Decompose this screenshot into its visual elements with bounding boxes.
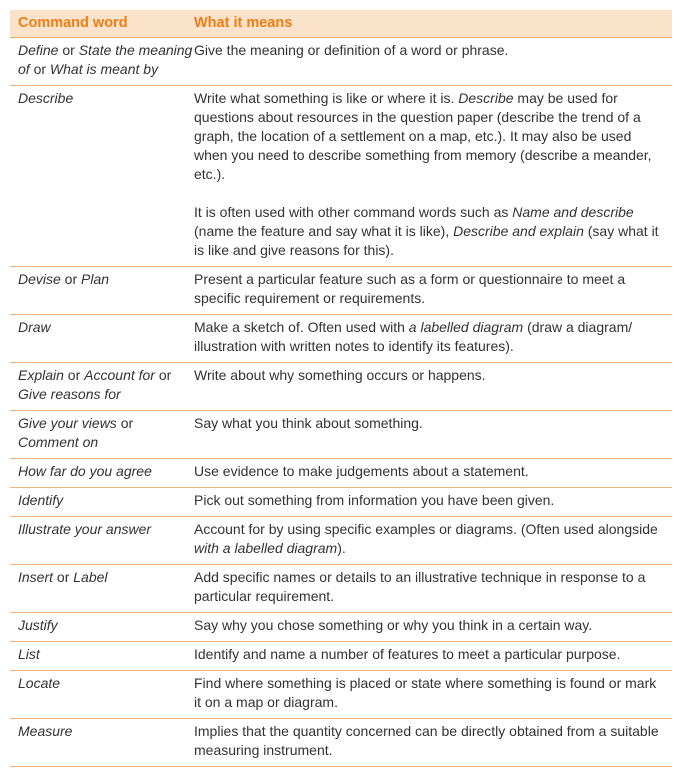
italic-text: with a labelled diagram: [194, 540, 338, 556]
meaning-cell: [194, 363, 672, 410]
italic-text: Name and describe: [512, 204, 634, 220]
table-row: [10, 517, 672, 565]
table-row: [10, 38, 672, 86]
text-segment: (name the feature and say what it is like),: [194, 223, 454, 239]
meaning-paragraph: [194, 203, 666, 260]
meaning-paragraph: [194, 674, 666, 712]
text-segment: or: [154, 367, 172, 383]
header-command-word: Command word: [18, 15, 128, 31]
italic-text: Identify: [18, 492, 64, 508]
italic-text: Comment on: [18, 434, 99, 450]
table-row: [10, 411, 672, 459]
italic-text: Describe: [458, 90, 514, 106]
italic-text: Draw: [18, 319, 51, 335]
italic-text: a labelled diagram: [408, 319, 524, 335]
text-segment: or: [60, 271, 82, 287]
table-header: [10, 10, 672, 38]
italic-text: Describe: [18, 90, 74, 106]
command-word-cell: [10, 363, 194, 410]
table-row: [10, 671, 672, 719]
table-row: [10, 459, 672, 488]
command-word-cell: [10, 488, 194, 516]
table-row: [10, 613, 672, 642]
text-segment: Present a particular feature such as a form or questionnaire to meet a specific requirement or requirements.: [194, 271, 626, 306]
meaning-cell: [194, 517, 672, 564]
meaning-cell: [194, 459, 672, 487]
meaning-paragraph: [194, 366, 666, 385]
text-segment: It is often used with other command words such as: [194, 204, 513, 220]
meaning-cell: [194, 38, 672, 85]
meaning-paragraph: [194, 41, 666, 60]
table-row: [10, 719, 672, 767]
italic-text: Devise: [18, 271, 61, 287]
text-segment: Account for by using specific examples or diagrams. (Often used alongside: [194, 521, 658, 537]
text-segment: or: [116, 415, 134, 431]
text-segment: Pick out something from information you have been given.: [194, 492, 555, 508]
meaning-paragraph: [194, 414, 666, 433]
text-segment: Implies that the quantity concerned can be directly obtained from a suitable measuring instrument.: [194, 723, 659, 758]
text-segment: Find where something is placed or state where something is found or mark it on a map or diagram.: [194, 675, 657, 710]
header-what-it-means: What it means: [194, 15, 293, 31]
meaning-paragraph: [194, 462, 666, 481]
italic-text: List: [18, 646, 40, 662]
italic-text: What is meant by: [49, 61, 159, 77]
table-row: [10, 315, 672, 363]
command-word-cell: [10, 671, 194, 718]
table-row: [10, 565, 672, 613]
meaning-cell: [194, 411, 672, 458]
command-word-cell: [10, 315, 194, 362]
text-segment: or: [29, 61, 50, 77]
text-segment: (draw a diagram/ illustration with written notes to identify its features).: [194, 319, 633, 354]
text-segment: Make a sketch of. Often used with: [194, 319, 409, 335]
meaning-cell: [194, 267, 672, 314]
table-body: [10, 38, 672, 767]
command-word-cell: [10, 517, 194, 564]
table-row: [10, 86, 672, 267]
command-word-cell: [10, 38, 194, 85]
command-word-cell: [10, 565, 194, 612]
text-segment: Use evidence to make judgements about a statement.: [194, 463, 529, 479]
meaning-paragraph: [194, 89, 666, 184]
text-segment: Write about why something occurs or happens.: [194, 367, 486, 383]
text-segment: Write what something is like or where it is.: [194, 90, 459, 106]
meaning-paragraph: [194, 616, 666, 635]
command-word-cell: [10, 613, 194, 641]
meaning-paragraph: [194, 645, 666, 664]
italic-text: Label: [73, 569, 108, 585]
meaning-paragraph: [194, 520, 666, 558]
text-segment: Identify and name a number of features to meet a particular purpose.: [194, 646, 621, 662]
meaning-cell: [194, 86, 672, 266]
text-segment: Add specific names or details to an illustrative technique in response to a particular requirement.: [194, 569, 646, 604]
command-word-cell: [10, 459, 194, 487]
meaning-paragraph: [194, 722, 666, 760]
italic-text: Give your views: [18, 415, 117, 431]
italic-text: Give reasons for: [18, 386, 121, 402]
meaning-cell: [194, 488, 672, 516]
table-row: [10, 267, 672, 315]
meaning-cell: [194, 613, 672, 641]
command-word-cell: [10, 86, 194, 266]
meaning-cell: [194, 719, 672, 766]
italic-text: Define: [18, 42, 59, 58]
meaning-paragraph: [194, 270, 666, 308]
command-words-table: [10, 10, 672, 767]
meaning-cell: [194, 315, 672, 362]
command-word-cell: [10, 719, 194, 766]
text-segment: or: [63, 367, 85, 383]
table-row: [10, 363, 672, 411]
italic-text: Explain: [18, 367, 64, 383]
text-segment: may be used for questions about resources in the question paper (describe the trend of a graph, the location of a settlement on a map, etc.). It may also be used when you need to describe something from memory (describe a meander, etc.).: [194, 90, 652, 182]
command-word-cell: [10, 642, 194, 670]
meaning-cell: [194, 671, 672, 718]
text-segment: ).: [337, 540, 346, 556]
italic-text: Justify: [18, 617, 58, 633]
italic-text: Plan: [81, 271, 110, 287]
italic-text: Account for: [84, 367, 155, 383]
meaning-paragraph: [194, 491, 666, 510]
meaning-paragraph: [194, 568, 666, 606]
italic-text: Illustrate your answer: [18, 521, 152, 537]
italic-text: Describe and explain: [453, 223, 584, 239]
command-word-cell: [10, 267, 194, 314]
meaning-cell: [194, 642, 672, 670]
text-segment: or: [58, 42, 79, 58]
table-row: [10, 642, 672, 671]
italic-text: Insert: [18, 569, 54, 585]
text-segment: Say what you think about something.: [194, 415, 423, 431]
text-segment: or: [53, 569, 74, 585]
italic-text: State the meaning of: [18, 42, 193, 77]
text-segment: (say what it is like and give reasons for this).: [194, 223, 659, 258]
command-word-cell: [10, 411, 194, 458]
italic-text: How far do you agree: [18, 463, 152, 479]
text-segment: Say why you chose something or why you think in a certain way.: [194, 617, 593, 633]
table-row: [10, 488, 672, 517]
meaning-paragraph: [194, 318, 666, 356]
italic-text: Locate: [18, 675, 61, 691]
text-segment: Give the meaning or definition of a word or phrase.: [194, 42, 509, 58]
italic-text: Measure: [18, 723, 73, 739]
meaning-cell: [194, 565, 672, 612]
